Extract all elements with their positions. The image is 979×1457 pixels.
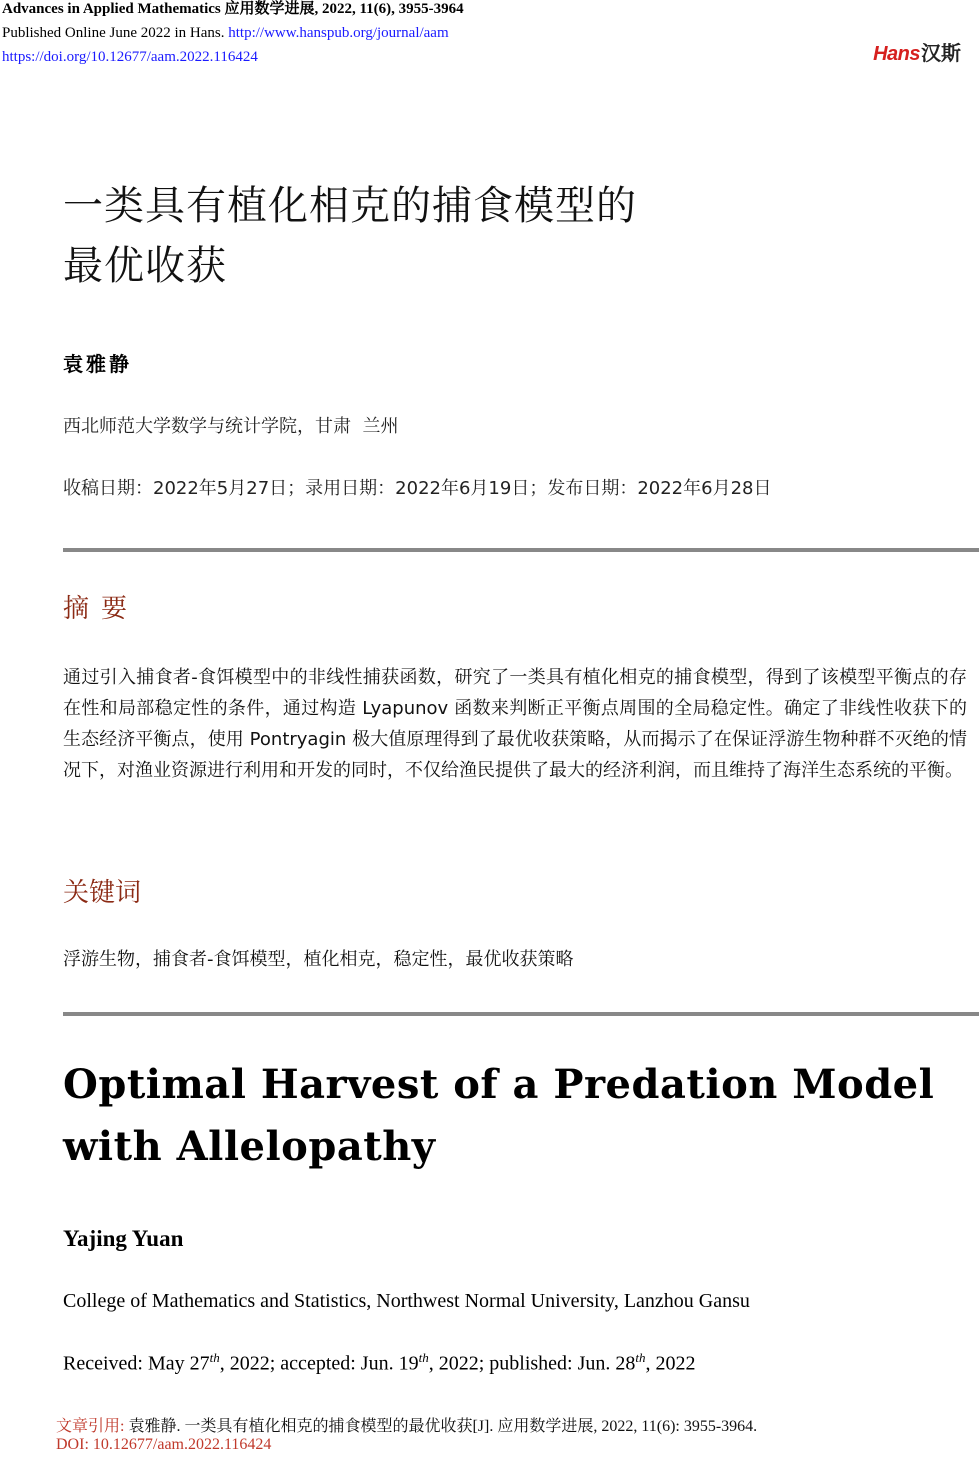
logo-latin-text: Hans <box>873 43 920 65</box>
accepted-suffix: th <box>418 1350 429 1365</box>
abstract-heading: 摘要 <box>63 594 140 624</box>
citation-doi: 10.12677/aam.2022.116424 <box>88 1436 272 1453</box>
chinese-title-line-1: 一类具有植化相克的捕食模型的 <box>63 183 637 229</box>
received-suffix: th <box>209 1350 220 1365</box>
doi-url-link[interactable]: https://doi.org/10.12677/aam.2022.116424 <box>2 49 258 65</box>
logo-cjk-text: 汉斯 <box>921 43 961 65</box>
journal-url-link[interactable]: http://www.hanspub.org/journal/aam <box>228 25 449 41</box>
abstract-text: 通过引入捕食者-食饵模型中的非线性捕获函数，研究了一类具有植化相克的捕食模型，得到了该模型平衡点的存在性和局部稳定性的条件，通过构造 Lyapunov 函数来判断正平衡点周围的全局稳定性。确定了非线性收获下的生态经济平衡点，使用 Pontryagin 极大值原理得到了最优收获策略，从而揭示了在保证浮游生物种群不灭绝的情况下，对渔业资源进行利用和开发的同时，不仅给渔民提供了最大的经济利润，而且维持了海洋生态系统的平衡。 <box>63 667 967 781</box>
english-title-line-1: Optimal Harvest of a Predation Model <box>63 1061 935 1108</box>
citation-line <box>56 1413 757 1436</box>
journal-header: Advances in Applied Mathematics 应用数学进展, 2022, 11(6), 3955-3964 <box>2 1 464 17</box>
year-tail: , 2022 <box>645 1352 696 1375</box>
divider-bottom <box>63 1012 979 1016</box>
abstract-body <box>63 662 967 786</box>
divider-top <box>63 548 979 552</box>
chinese-affiliation: 西北师范大学数学与统计学院，甘肃 兰州 <box>63 416 399 437</box>
english-title-line-2: with Allelopathy <box>63 1123 436 1170</box>
english-affiliation: College of Mathematics and Statistics, Northwest Normal University, Lanzhou Gansu <box>63 1290 750 1312</box>
keywords-list: 浮游生物，捕食者-食饵模型，植化相克，稳定性，最优收获策略 <box>63 949 574 970</box>
chinese-title-line-2: 最优收获 <box>63 243 227 289</box>
chinese-author: 袁雅静 <box>63 352 132 376</box>
received-date: Received: May 27 <box>63 1352 210 1375</box>
english-author: Yajing Yuan <box>63 1226 184 1251</box>
accepted-date: , 2022; accepted: Jun. 19 <box>219 1352 419 1375</box>
chinese-title <box>63 176 763 296</box>
published-line <box>2 24 449 42</box>
citation-doi-label: DOI: <box>56 1436 89 1453</box>
published-date: , 2022; published: Jun. 28 <box>428 1352 636 1375</box>
chinese-dates: 收稿日期：2022年5月27日；录用日期：2022年6月19日；发布日期：2022年6月28日 <box>63 478 772 499</box>
english-dates <box>63 1350 696 1376</box>
keywords-heading: 关键词 <box>63 878 142 908</box>
published-text: Published Online June 2022 in Hans. <box>2 25 225 41</box>
citation-label: 文章引用: <box>56 1418 125 1435</box>
english-title <box>63 1054 963 1178</box>
published-suffix: th <box>635 1350 646 1365</box>
hans-logo <box>873 42 961 66</box>
citation-doi-line <box>56 1436 271 1454</box>
citation-text: 袁雅静. 一类具有植化相克的捕食模型的最优收获[J]. 应用数学进展, 2022, 11(6): 3955-3964. <box>124 1418 758 1435</box>
